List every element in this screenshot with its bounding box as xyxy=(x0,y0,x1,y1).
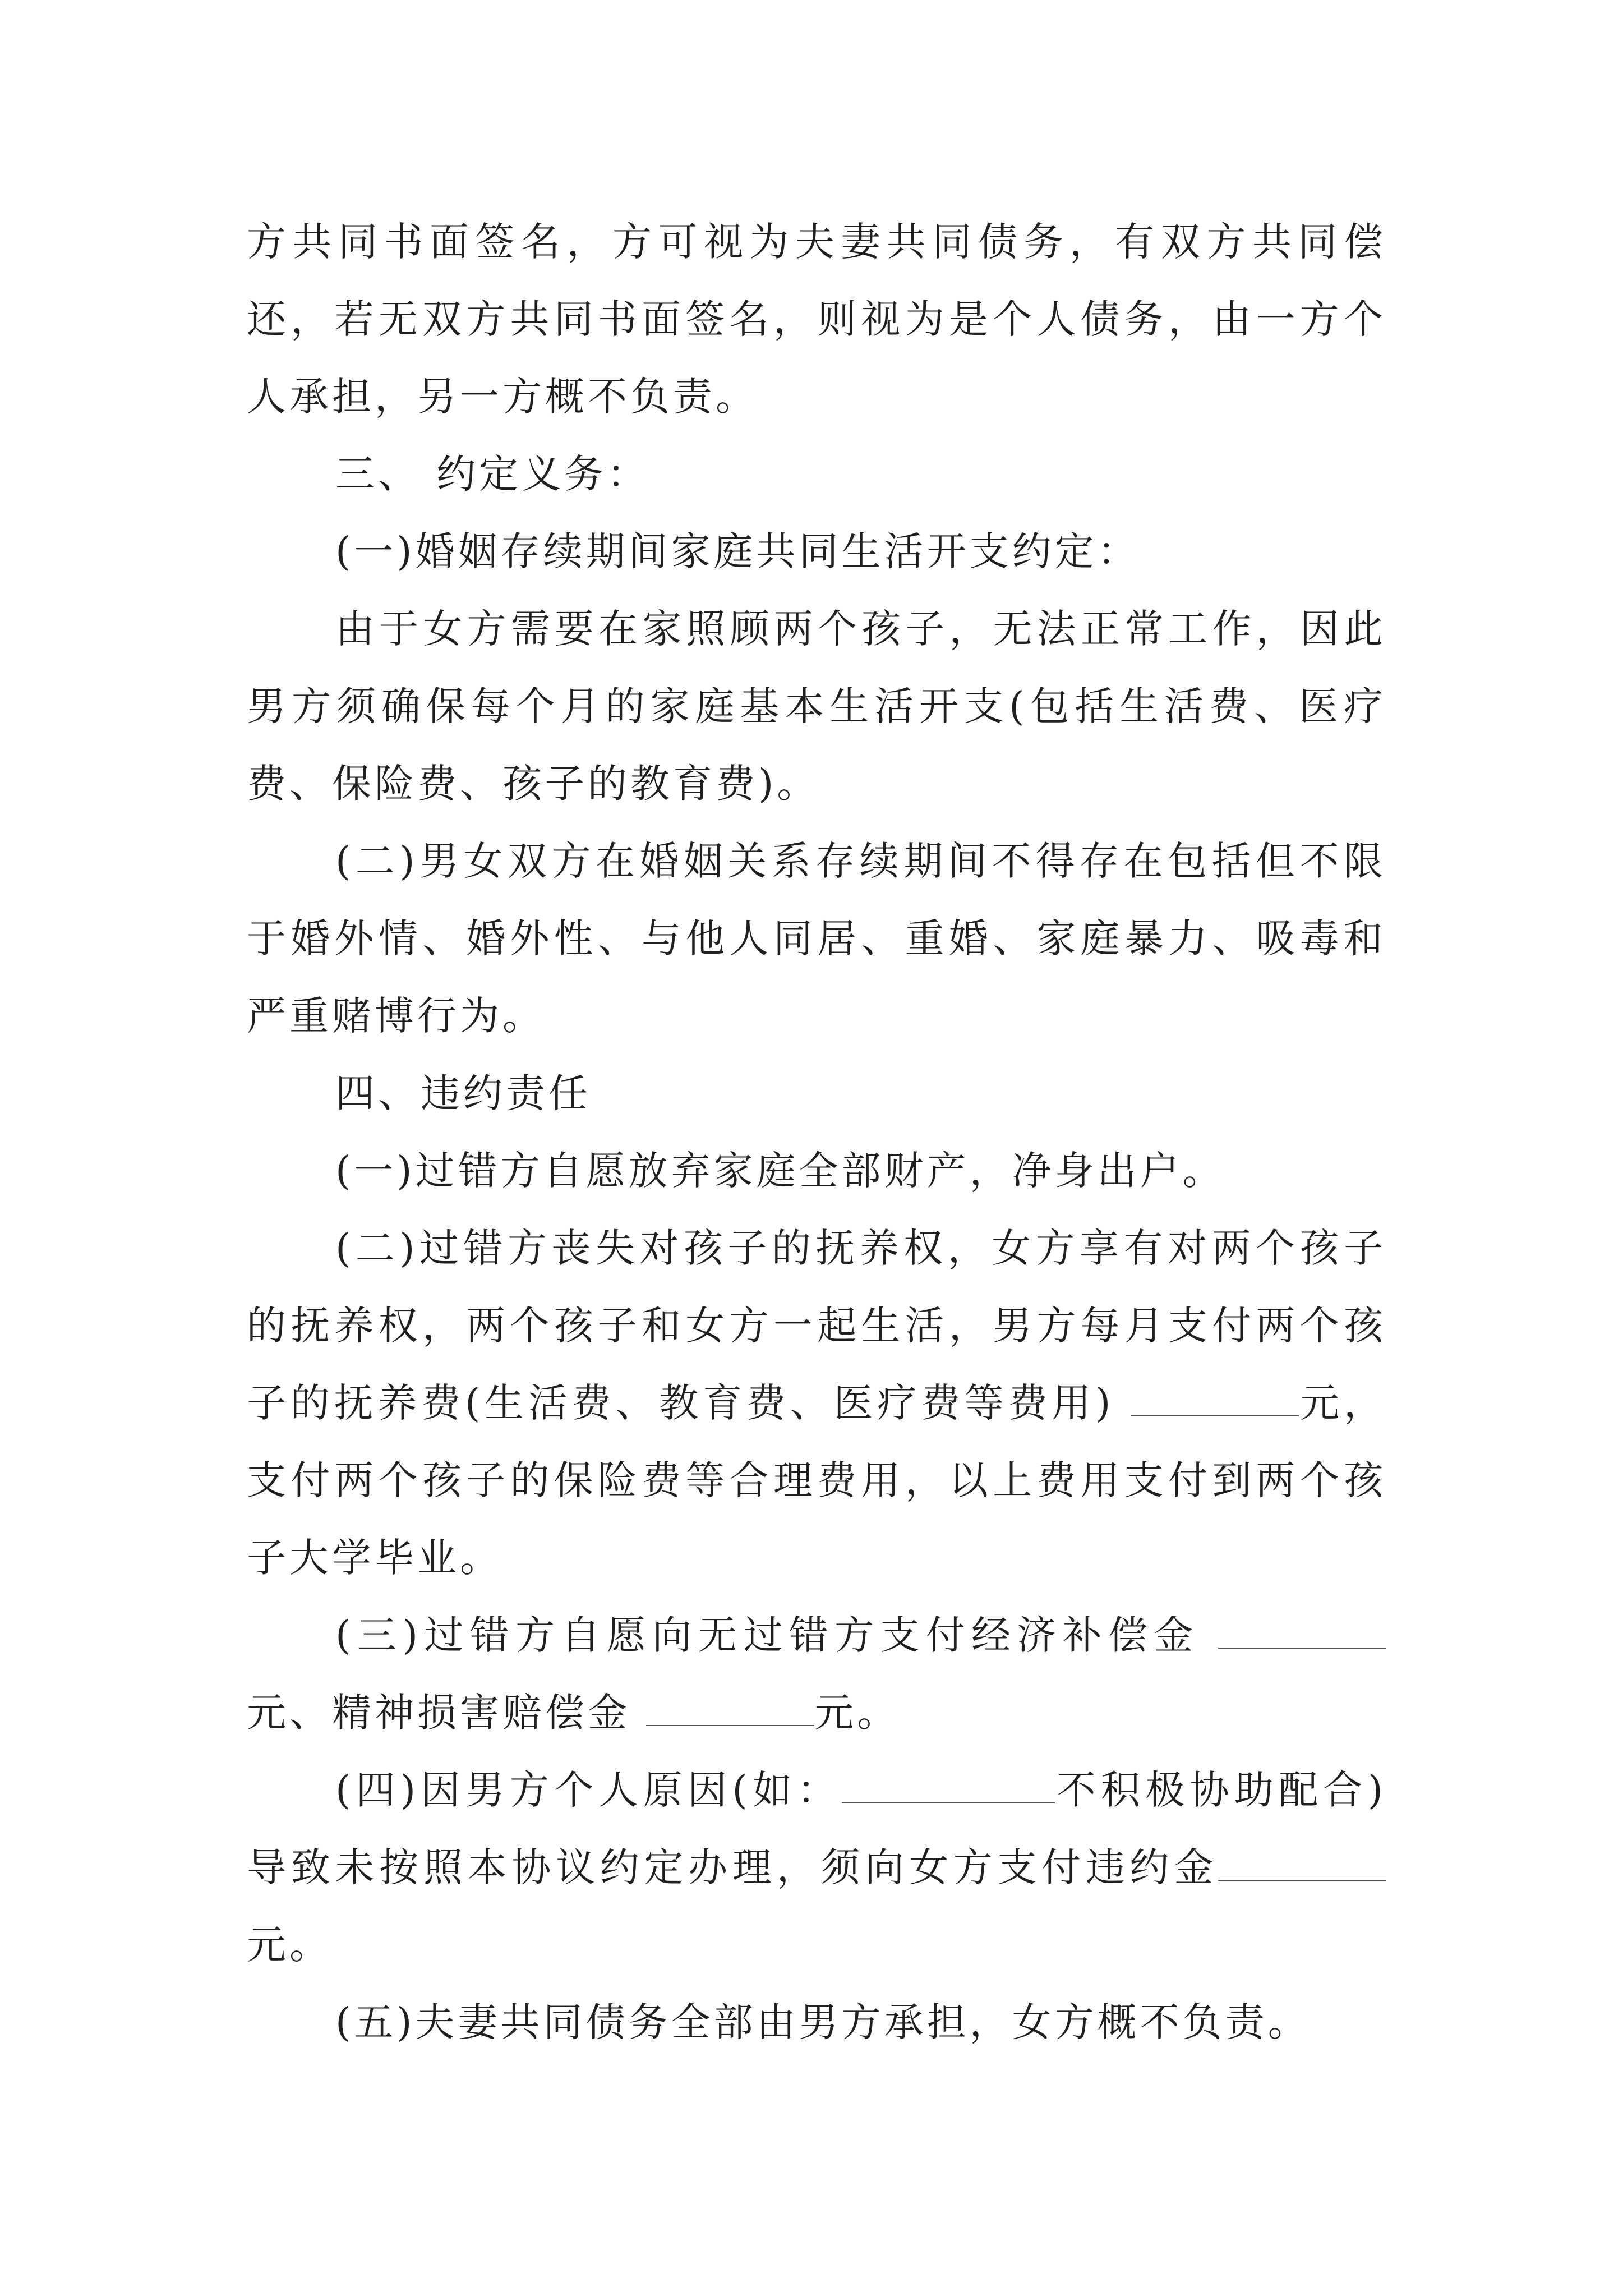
clause-4-2 xyxy=(247,1209,1386,1596)
clause-4-5: (五)夫妻共同债务全部由男方承担，女方概不负责。 xyxy=(335,1999,1311,2045)
clause-4-4 xyxy=(247,1751,1386,1984)
child-support-amount-blank[interactable] xyxy=(1131,1381,1299,1416)
section-heading-liability: 四、违约责任 xyxy=(335,1070,591,1116)
clause-4-2-text-a: (二)过错方丧失对孩子的抚养权，女方享有对两个孩子的抚养权，两个孩子和女方一起生活，男方每月支付两个孩子的抚养费(生活费、教育费、医疗费等费用) xyxy=(247,1225,1386,1426)
clause-4-1: (一)过错方自愿放弃家庭全部财产，净身出户。 xyxy=(335,1148,1225,1194)
mental-damage-amount-blank[interactable] xyxy=(646,1690,814,1726)
clause-4-4-text-b: 不积极协助配合)导致未按照本协议约定办理，须向女方支付违约金 xyxy=(247,1767,1386,1890)
document-body xyxy=(247,203,1386,2061)
penalty-amount-blank[interactable] xyxy=(1218,1845,1386,1881)
clause-4-4-text-a: (四)因男方个人原因(如： xyxy=(335,1767,842,1813)
clause-4-2-text-b: 元，支付两个孩子的保险费等合理费用，以上费用支付到两个孩子大学毕业。 xyxy=(247,1380,1386,1581)
compensation-amount-blank[interactable] xyxy=(1218,1613,1386,1649)
clause-3-1-heading: (一)婚姻存续期间家庭共同生活开支约定： xyxy=(335,528,1140,574)
clause-4-3 xyxy=(247,1596,1386,1751)
clause-4-3-text-c: 元。 xyxy=(814,1690,900,1736)
clause-3-2: (二)男女双方在婚姻关系存续期间不得存在包括但不限于婚外情、婚外性、与他人同居、重婚、家庭暴力、吸毒和严重赌博行为。 xyxy=(247,838,1386,1039)
reason-blank[interactable] xyxy=(842,1768,1055,1803)
clause-4-4-text-c: 元。 xyxy=(247,1922,332,1968)
clause-4-3-text-a: (三)过错方自愿向无过错方支付经济补偿金 xyxy=(335,1612,1218,1658)
clause-4-3-text-b: 元、精神损害赔偿金 xyxy=(247,1690,647,1736)
section-heading-obligations: 三、 约定义务： xyxy=(335,451,650,497)
paragraph-debts-continued: 方共同书面签名，方可视为夫妻共同债务，有双方共同偿还，若无双方共同书面签名，则视为是个人债务，由一方个人承担，另一方概不负责。 xyxy=(247,219,1386,420)
clause-3-1-body: 由于女方需要在家照顾两个孩子，无法正常工作，因此男方须确保每个月的家庭基本生活开支(包括生活费、医疗费、保险费、孩子的教育费)。 xyxy=(247,606,1386,807)
